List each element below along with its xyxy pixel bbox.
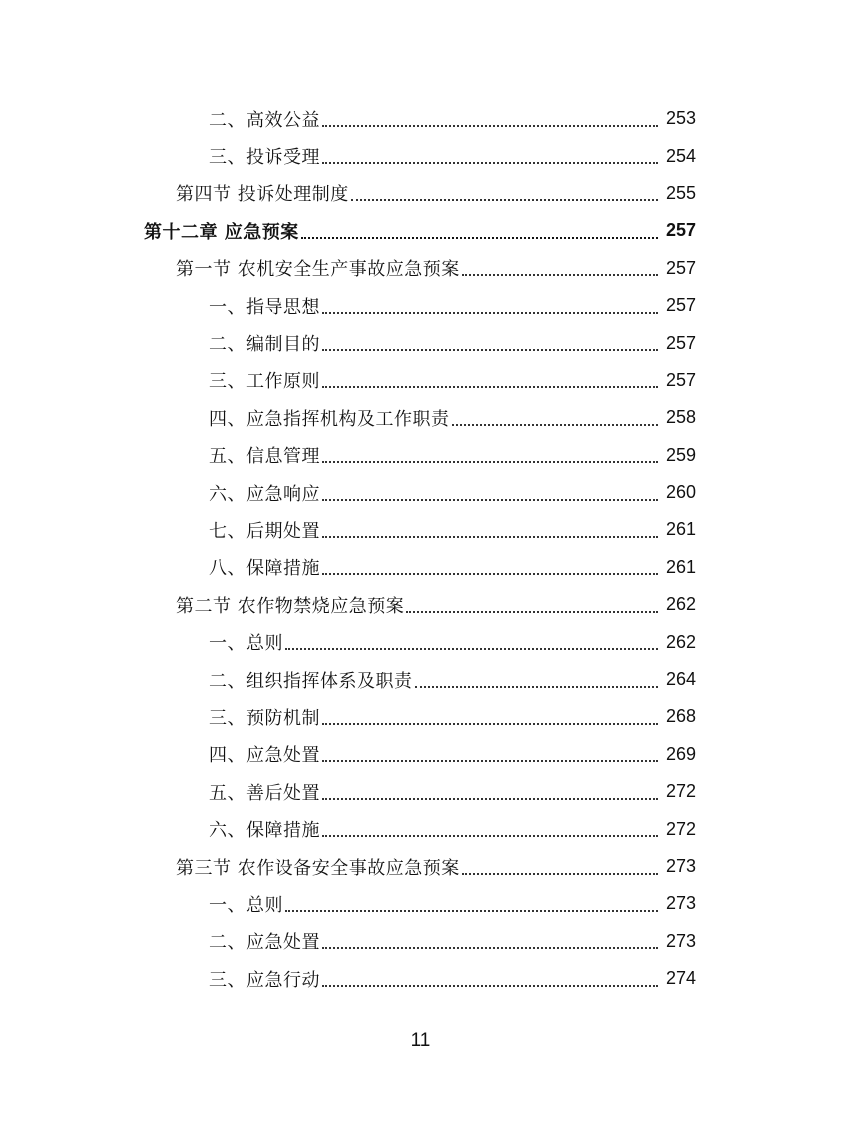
toc-leader-dots [322, 162, 658, 164]
toc-leader-dots [285, 648, 658, 650]
toc-entry-title: 二、编制目的 [209, 334, 320, 356]
toc-entry[interactable] [0, 736, 841, 773]
table-of-contents [0, 100, 841, 997]
toc-entry-page: 260 [665, 482, 696, 503]
toc-leader-dots [322, 386, 658, 388]
toc-entry[interactable] [0, 250, 841, 287]
toc-entry-title: 四、应急指挥机构及工作职责 [209, 408, 450, 430]
toc-entry-page: 268 [665, 706, 696, 727]
toc-leader-dots [415, 686, 659, 688]
toc-entry[interactable] [0, 100, 841, 137]
toc-leader-dots [322, 723, 658, 725]
toc-entry-title: 二、组织指挥体系及职责 [209, 670, 413, 692]
toc-entry-title: 第一节 农机安全生产事故应急预案 [176, 259, 460, 281]
toc-leader-dots [322, 835, 658, 837]
toc-entry-page: 254 [665, 145, 696, 166]
toc-leader-dots [322, 798, 658, 800]
toc-leader-dots [322, 985, 658, 987]
toc-entry[interactable] [0, 923, 841, 960]
toc-entry[interactable] [0, 810, 841, 847]
toc-entry[interactable] [0, 698, 841, 735]
toc-entry-page: 274 [665, 968, 696, 989]
toc-entry[interactable] [0, 175, 841, 212]
page-number: 11 [410, 1030, 431, 1051]
toc-leader-dots [322, 125, 658, 127]
toc-entry-page: 273 [665, 856, 696, 876]
toc-entry-page: 262 [665, 631, 696, 652]
toc-entry-title: 五、善后处置 [209, 782, 320, 804]
toc-entry[interactable] [0, 287, 841, 324]
toc-leader-dots [322, 312, 658, 314]
toc-leader-dots [462, 873, 658, 875]
toc-entry-page: 262 [665, 594, 696, 615]
toc-entry-page: 257 [665, 369, 696, 390]
toc-entry-page: 261 [665, 519, 696, 540]
toc-leader-dots [322, 760, 658, 762]
toc-entry-page: 257 [665, 332, 696, 353]
toc-entry-page: 269 [665, 743, 696, 764]
toc-entry-title: 第二节 农作物禁烧应急预案 [176, 595, 405, 617]
toc-entry[interactable] [0, 885, 841, 922]
toc-entry[interactable] [0, 511, 841, 548]
toc-entry[interactable] [0, 137, 841, 174]
toc-entry-page: 257 [665, 220, 696, 241]
toc-leader-dots [301, 237, 658, 239]
toc-entry[interactable] [0, 474, 841, 511]
toc-entry-page: 257 [665, 295, 696, 316]
toc-leader-dots [322, 536, 658, 538]
toc-entry-title: 五、信息管理 [209, 446, 320, 468]
toc-entry[interactable] [0, 661, 841, 698]
toc-entry-page: 273 [665, 893, 696, 914]
toc-entry-page: 255 [665, 182, 696, 203]
toc-entry-page: 272 [665, 818, 696, 839]
toc-entry[interactable] [0, 399, 841, 436]
toc-entry-page: 273 [665, 930, 696, 951]
toc-leader-dots [322, 573, 658, 575]
toc-entry[interactable] [0, 212, 841, 249]
toc-entry-title: 二、应急处置 [209, 932, 320, 954]
toc-entry-title: 三、投诉受理 [209, 147, 320, 169]
toc-leader-dots [351, 199, 658, 201]
toc-leader-dots [322, 349, 658, 351]
toc-entry[interactable] [0, 773, 841, 810]
toc-entry-page: 264 [665, 669, 696, 690]
toc-entry[interactable] [0, 324, 841, 361]
toc-entry-title: 六、保障措施 [209, 820, 320, 842]
toc-entry-title: 二、高效公益 [209, 109, 320, 131]
toc-entry-title: 一、总则 [209, 894, 283, 916]
toc-entry-title: 第三节 农作设备安全事故应急预案 [176, 857, 460, 879]
toc-entry[interactable] [0, 549, 841, 586]
toc-entry[interactable] [0, 960, 841, 997]
toc-entry-title: 一、总则 [209, 633, 283, 655]
toc-entry-title: 七、后期处置 [209, 520, 320, 542]
toc-entry[interactable] [0, 437, 841, 474]
toc-leader-dots [322, 499, 658, 501]
toc-entry-page: 257 [665, 257, 696, 278]
toc-entry-title: 第十二章 应急预案 [144, 221, 299, 243]
toc-leader-dots [452, 424, 659, 426]
toc-leader-dots [285, 910, 658, 912]
toc-entry-title: 三、工作原则 [209, 371, 320, 393]
toc-entry-title: 四、应急处置 [209, 745, 320, 767]
toc-leader-dots [322, 461, 658, 463]
toc-entry[interactable] [0, 362, 841, 399]
toc-entry-title: 六、应急响应 [209, 483, 320, 505]
toc-entry-page: 261 [665, 556, 696, 577]
toc-entry-page: 259 [665, 444, 696, 465]
toc-leader-dots [462, 274, 658, 276]
toc-entry-title: 八、保障措施 [209, 558, 320, 580]
toc-entry-title: 一、指导思想 [209, 296, 320, 318]
toc-entry-page: 258 [665, 407, 696, 428]
toc-entry-title: 三、预防机制 [209, 707, 320, 729]
toc-entry-page: 272 [665, 781, 696, 802]
toc-entry[interactable] [0, 623, 841, 660]
toc-entry[interactable] [0, 848, 841, 885]
toc-entry-title: 三、应急行动 [209, 969, 320, 991]
toc-entry-title: 第四节 投诉处理制度 [176, 184, 349, 206]
toc-entry[interactable] [0, 586, 841, 623]
toc-entry-page: 253 [665, 108, 696, 129]
toc-leader-dots [406, 611, 658, 613]
toc-leader-dots [322, 947, 658, 949]
